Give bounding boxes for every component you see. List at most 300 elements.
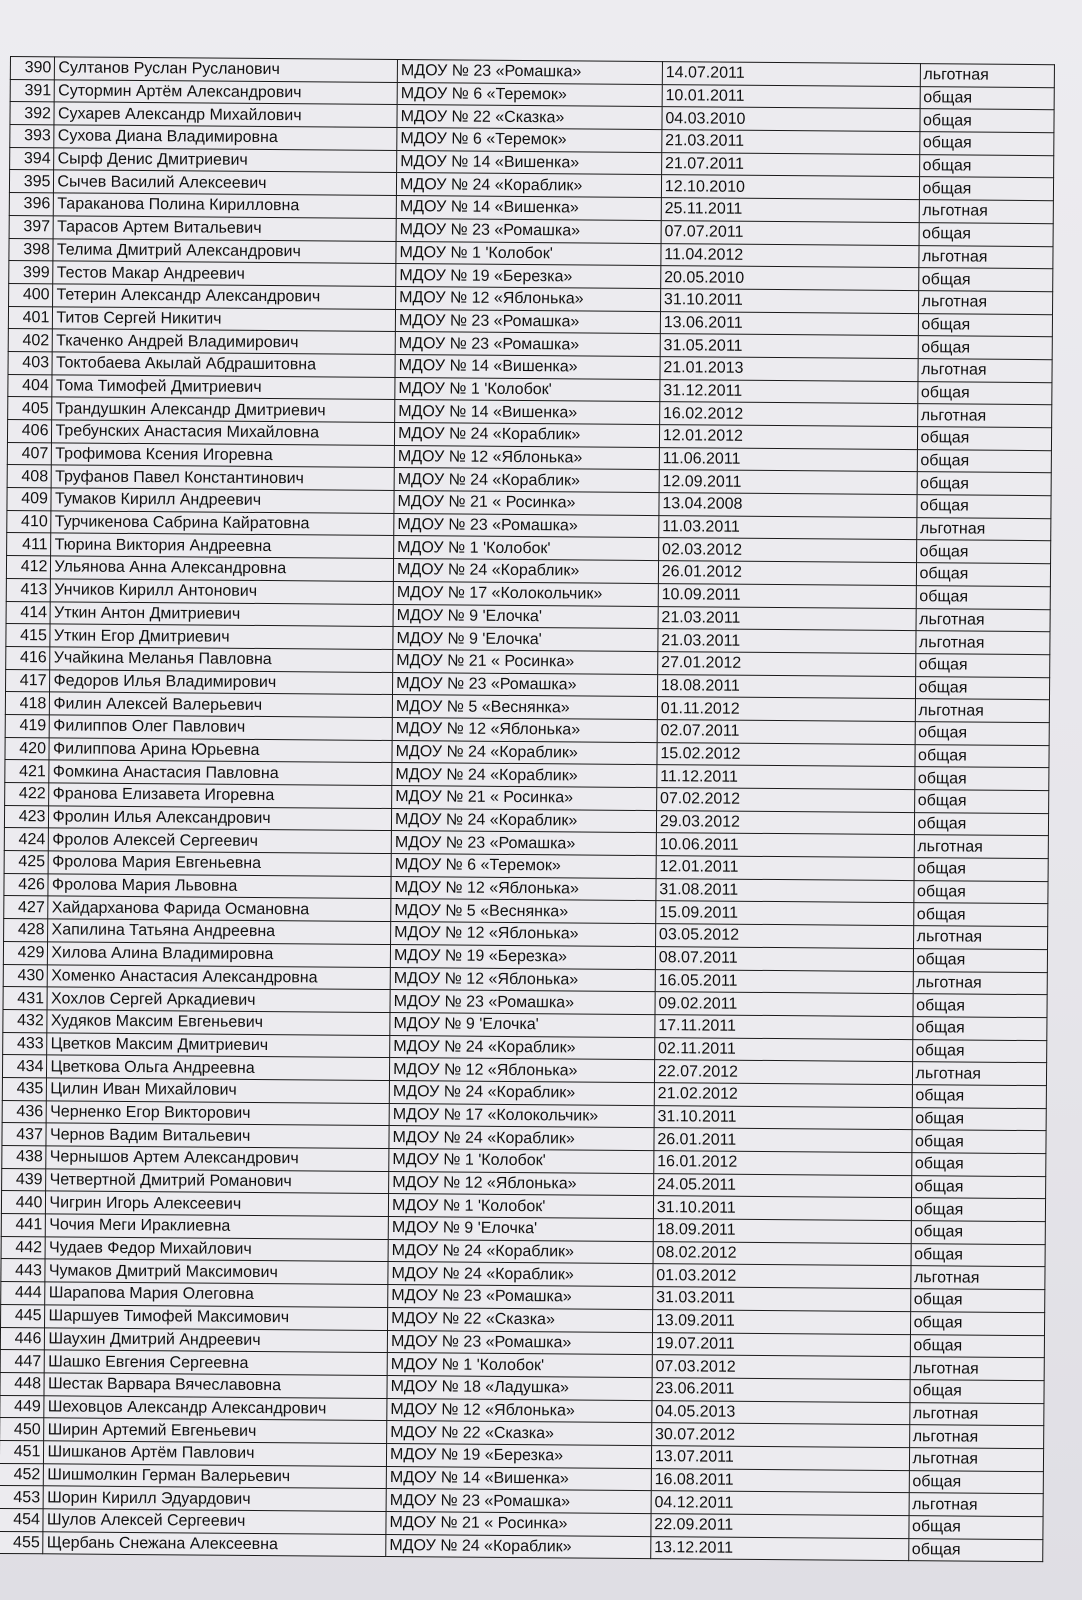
child-name-cell: Шестак Варвара Вячеславовна [44, 1373, 387, 1398]
row-number-cell: 405 [8, 397, 53, 420]
queue-category-cell: общая [910, 1379, 1045, 1403]
kindergarten-name-cell: МДОУ № 1 'Колобок' [389, 1149, 654, 1174]
row-number-cell: 418 [5, 692, 50, 715]
row-number-cell: 423 [4, 805, 49, 828]
row-number-cell: 392 [10, 102, 55, 125]
queue-category-cell: общая [911, 1130, 1046, 1154]
row-number-cell: 410 [7, 510, 52, 533]
child-name-cell: Телима Дмитрий Александрович [53, 238, 396, 263]
row-number-cell: 433 [3, 1032, 48, 1055]
child-name-cell: Уткин Антон Дмитриевич [50, 601, 393, 626]
row-number-cell: 400 [9, 283, 54, 306]
row-number-cell: 398 [9, 238, 54, 261]
child-name-cell: Тетерин Александр Александрович [53, 284, 396, 309]
row-number-cell: 449 [0, 1395, 44, 1418]
birth-date-cell: 27.01.2012 [658, 651, 916, 676]
child-name-cell: Фомкина Анастасия Павловна [49, 760, 392, 785]
kindergarten-name-cell: МДОУ № 21 « Росинка» [386, 1511, 651, 1536]
child-name-cell: Филиппова Арина Юрьевна [49, 737, 392, 762]
birth-date-cell: 30.07.2012 [651, 1423, 909, 1448]
row-number-cell: 395 [9, 170, 54, 193]
row-number-cell: 445 [1, 1304, 46, 1327]
queue-category-cell: льготная [918, 245, 1053, 269]
birth-date-cell: 08.02.2012 [653, 1241, 911, 1266]
birth-date-cell: 16.08.2011 [651, 1468, 909, 1493]
child-name-cell: Франова Елизавета Игоревна [49, 783, 392, 808]
row-number-cell: 408 [7, 465, 52, 488]
row-number-cell: 452 [0, 1463, 44, 1486]
child-name-cell: Сухарев Александр Михайлович [54, 102, 397, 127]
child-name-cell: Трандушкин Александр Дмитриевич [52, 397, 395, 422]
child-name-cell: Ульянова Анна Александровна [51, 556, 394, 581]
birth-date-cell: 21.01.2013 [660, 357, 918, 382]
queue-category-cell: общая [920, 86, 1055, 110]
queue-category-cell: общая [917, 381, 1052, 405]
birth-date-cell: 31.03.2011 [653, 1287, 911, 1312]
child-name-cell: Шаршуев Тимофей Максимович [45, 1305, 388, 1330]
birth-date-cell: 03.05.2012 [655, 924, 913, 949]
kindergarten-name-cell: МДОУ № 12 «Яблонька» [387, 1398, 652, 1423]
birth-date-cell: 21.02.2012 [654, 1083, 912, 1108]
queue-category-cell: общая [910, 1334, 1045, 1358]
row-number-cell: 455 [0, 1531, 43, 1554]
row-number-cell: 401 [8, 306, 53, 329]
queue-category-cell: общая [917, 449, 1052, 473]
kindergarten-name-cell: МДОУ № 23 «Ромашка» [386, 1489, 651, 1514]
kindergarten-name-cell: МДОУ № 22 «Сказка» [388, 1307, 653, 1332]
birth-date-cell: 07.07.2011 [661, 220, 919, 245]
kindergarten-name-cell: МДОУ № 22 «Сказка» [387, 1421, 652, 1446]
row-number-cell: 419 [5, 714, 50, 737]
child-name-cell: Худяков Максим Евгеньевич [47, 1010, 390, 1035]
child-name-cell: Ширин Артемий Евгеньевич [44, 1418, 387, 1443]
queue-category-cell: общая [919, 109, 1054, 133]
child-name-cell: Шишмолкин Герман Валерьевич [44, 1463, 387, 1488]
queue-category-cell: льготная [909, 1448, 1044, 1472]
queue-category-cell: льготная [917, 404, 1052, 428]
birth-date-cell: 10.09.2011 [658, 583, 916, 608]
row-number-cell: 442 [1, 1236, 46, 1259]
birth-date-cell: 12.10.2010 [661, 175, 919, 200]
row-number-cell: 406 [7, 419, 52, 442]
kindergarten-name-cell: МДОУ № 24 «Кораблик» [390, 1035, 655, 1060]
birth-date-cell: 13.09.2011 [652, 1309, 910, 1334]
queue-category-cell: общая [919, 132, 1054, 156]
document-sheet [0, 56, 1055, 1563]
queue-category-cell: льготная [915, 631, 1050, 655]
birth-date-cell: 04.03.2010 [662, 107, 920, 132]
kindergarten-name-cell: МДОУ № 23 «Ромашка» [387, 1330, 652, 1355]
child-name-cell: Шаухин Дмитрий Андреевич [45, 1327, 388, 1352]
queue-category-cell: общая [911, 1221, 1046, 1245]
row-number-cell: 414 [6, 601, 51, 624]
child-name-cell: Шулов Алексей Сергеевич [43, 1509, 386, 1534]
child-name-cell: Хилова Алина Владимировна [48, 942, 391, 967]
birth-date-cell: 25.11.2011 [661, 198, 919, 223]
birth-date-cell: 21.03.2011 [662, 130, 920, 155]
kindergarten-name-cell: МДОУ № 6 «Теремок» [391, 854, 656, 879]
birth-date-cell: 31.10.2011 [654, 1105, 912, 1130]
queue-category-cell: общая [916, 585, 1051, 609]
kindergarten-name-cell: МДОУ № 23 «Ромашка» [397, 60, 662, 85]
child-name-cell: Хайдарханова Фарида Османовна [48, 896, 391, 921]
kindergarten-name-cell: МДОУ № 1 'Колобок' [394, 536, 659, 561]
row-number-cell: 391 [10, 79, 55, 102]
birth-date-cell: 20.05.2010 [661, 266, 919, 291]
kindergarten-name-cell: МДОУ № 24 «Кораблик» [394, 468, 659, 493]
child-name-cell: Унчиков Кирилл Антонович [51, 579, 394, 604]
queue-category-cell: льготная [916, 608, 1051, 632]
child-name-cell: Ткаченко Андрей Владимирович [53, 329, 396, 354]
birth-date-cell: 07.03.2012 [652, 1355, 910, 1380]
row-number-cell: 404 [8, 374, 53, 397]
row-number-cell: 427 [4, 896, 49, 919]
kindergarten-name-cell: МДОУ № 12 «Яблонька» [394, 445, 659, 470]
row-number-cell: 432 [3, 1009, 48, 1032]
row-number-cell: 429 [3, 941, 48, 964]
queue-category-cell: общая [914, 812, 1049, 836]
child-name-cell: Хохлов Сергей Аркадиевич [47, 987, 390, 1012]
queue-category-cell: льготная [910, 1266, 1045, 1290]
birth-date-cell: 08.07.2011 [655, 946, 913, 971]
queue-category-cell: общая [918, 336, 1053, 360]
child-name-cell: Сычев Василий Алексеевич [54, 170, 397, 195]
child-name-cell: Чернов Вадим Витальевич [46, 1123, 389, 1148]
kindergarten-name-cell: МДОУ № 24 «Кораблик» [388, 1262, 653, 1287]
kindergarten-name-cell: МДОУ № 22 «Сказка» [397, 105, 662, 130]
child-name-cell: Чудаев Федор Михайлович [46, 1237, 389, 1262]
birth-date-cell: 12.01.2012 [659, 425, 917, 450]
queue-category-cell: общая [913, 880, 1048, 904]
kindergarten-name-cell: МДОУ № 18 «Ладушка» [387, 1375, 652, 1400]
child-name-cell: Уткин Егор Дмитриевич [50, 624, 393, 649]
kindergarten-name-cell: МДОУ № 9 'Елочка' [393, 604, 658, 629]
birth-date-cell: 21.03.2011 [658, 606, 916, 631]
row-number-cell: 446 [0, 1327, 45, 1350]
row-number-cell: 424 [4, 828, 49, 851]
queue-category-cell: общая [915, 654, 1050, 678]
birth-date-cell: 22.09.2011 [651, 1514, 909, 1539]
kindergarten-name-cell: МДОУ № 21 « Росинка» [394, 491, 659, 516]
row-number-cell: 431 [3, 987, 48, 1010]
child-name-cell: Тюрина Виктория Андреевна [51, 533, 394, 558]
row-number-cell: 428 [4, 919, 49, 942]
kindergarten-name-cell: МДОУ № 12 «Яблонька» [389, 1171, 654, 1196]
queue-category-cell: общая [909, 1470, 1044, 1494]
kindergarten-name-cell: МДОУ № 24 «Кораблик» [392, 763, 657, 788]
row-number-cell: 393 [10, 125, 55, 148]
child-name-cell: Цветков Максим Дмитриевич [47, 1032, 390, 1057]
queue-category-cell: общая [919, 222, 1054, 246]
queue-category-cell: общая [908, 1538, 1043, 1562]
child-name-cell: Фролова Мария Львовна [48, 874, 391, 899]
row-number-cell: 441 [1, 1214, 46, 1237]
kindergarten-name-cell: МДОУ № 19 «Березка» [396, 264, 661, 289]
kindergarten-name-cell: МДОУ № 24 «Кораблик» [392, 740, 657, 765]
row-number-cell: 394 [10, 147, 55, 170]
enrollment-table [0, 56, 1055, 1563]
kindergarten-name-cell: МДОУ № 19 «Березка» [390, 944, 655, 969]
kindergarten-name-cell: МДОУ № 24 «Кораблик» [396, 173, 661, 198]
row-number-cell: 426 [4, 873, 49, 896]
queue-category-cell: льготная [914, 835, 1049, 859]
kindergarten-name-cell: МДОУ № 12 «Яблонька» [390, 1058, 655, 1083]
queue-category-cell: общая [911, 1153, 1046, 1177]
kindergarten-name-cell: МДОУ № 17 «Колокольчик» [389, 1103, 654, 1128]
queue-category-cell: общая [919, 154, 1054, 178]
child-name-cell: Тарасов Артем Витальевич [54, 216, 397, 241]
row-number-cell: 436 [2, 1100, 47, 1123]
child-name-cell: Тома Тимофей Дмитриевич [52, 374, 395, 399]
kindergarten-name-cell: МДОУ № 14 «Вишенка» [396, 196, 661, 221]
kindergarten-name-cell: МДОУ № 24 «Кораблик» [391, 808, 656, 833]
birth-date-cell: 31.12.2011 [660, 379, 918, 404]
queue-category-cell: льготная [909, 1493, 1044, 1517]
birth-date-cell: 19.07.2011 [652, 1332, 910, 1357]
row-number-cell: 437 [2, 1123, 47, 1146]
birth-date-cell: 14.07.2011 [662, 62, 920, 87]
child-name-cell: Шеховцов Александр Александрович [44, 1395, 387, 1420]
birth-date-cell: 31.10.2011 [653, 1196, 911, 1221]
child-name-cell: Щербань Снежана Алексеевна [43, 1531, 386, 1556]
kindergarten-name-cell: МДОУ № 21 « Росинка» [392, 786, 657, 811]
child-name-cell: Хоменко Анастасия Александровна [48, 964, 391, 989]
row-number-cell: 444 [1, 1282, 46, 1305]
queue-category-cell: общая [912, 1039, 1047, 1063]
birth-date-cell: 13.06.2011 [660, 311, 918, 336]
child-name-cell: Хапилина Татьяна Андреевна [48, 919, 391, 944]
row-number-cell: 447 [0, 1350, 45, 1373]
birth-date-cell: 24.05.2011 [653, 1173, 911, 1198]
birth-date-cell: 10.01.2011 [662, 84, 920, 109]
queue-category-cell: льготная [913, 926, 1048, 950]
queue-category-cell: общая [918, 268, 1053, 292]
child-name-cell: Сырф Денис Дмитриевич [54, 148, 397, 173]
birth-date-cell: 13.12.2011 [651, 1536, 909, 1561]
child-name-cell: Фролова Мария Евгеньевна [49, 851, 392, 876]
kindergarten-name-cell: МДОУ № 24 «Кораблик» [389, 1080, 654, 1105]
child-name-cell: Чигрин Игорь Алексеевич [46, 1191, 389, 1216]
kindergarten-name-cell: МДОУ № 14 «Вишенка» [397, 150, 662, 175]
kindergarten-name-cell: МДОУ № 23 «Ромашка» [394, 513, 659, 538]
child-name-cell: Четвертной Дмитрий Романович [46, 1169, 389, 1194]
row-number-cell: 443 [1, 1259, 46, 1282]
row-number-cell: 439 [2, 1168, 47, 1191]
row-number-cell: 399 [9, 261, 54, 284]
birth-date-cell: 21.03.2011 [658, 629, 916, 654]
birth-date-cell: 09.02.2011 [655, 992, 913, 1017]
queue-category-cell: льготная [919, 200, 1054, 224]
birth-date-cell: 26.01.2012 [658, 561, 916, 586]
kindergarten-name-cell: МДОУ № 24 «Кораблик» [388, 1239, 653, 1264]
row-number-cell: 403 [8, 351, 53, 374]
queue-category-cell: общая [914, 744, 1049, 768]
child-name-cell: Чернышов Артем Александрович [46, 1146, 389, 1171]
kindergarten-name-cell: МДОУ № 12 «Яблонька» [392, 717, 657, 742]
queue-category-cell: общая [910, 1311, 1045, 1335]
birth-date-cell: 29.03.2012 [656, 810, 914, 835]
kindergarten-name-cell: МДОУ № 23 «Ромашка» [395, 332, 660, 357]
kindergarten-name-cell: МДОУ № 23 «Ромашка» [396, 218, 661, 243]
child-name-cell: Филиппов Олег Павлович [50, 715, 393, 740]
row-number-cell: 415 [6, 624, 51, 647]
kindergarten-name-cell: МДОУ № 17 «Колокольчик» [393, 581, 658, 606]
queue-category-cell: общая [919, 177, 1054, 201]
queue-category-cell: общая [910, 1289, 1045, 1313]
kindergarten-name-cell: МДОУ № 23 «Ромашка» [395, 309, 660, 334]
row-number-cell: 434 [2, 1055, 47, 1078]
kindergarten-name-cell: МДОУ № 23 «Ромашка» [390, 990, 655, 1015]
queue-category-cell: общая [915, 676, 1050, 700]
queue-category-cell: общая [911, 1243, 1046, 1267]
kindergarten-name-cell: МДОУ № 1 'Колобок' [388, 1194, 653, 1219]
birth-date-cell: 12.09.2011 [659, 470, 917, 495]
child-name-cell: Султанов Руслан Русланович [55, 57, 398, 82]
queue-category-cell: общая [916, 540, 1051, 564]
birth-date-cell: 15.02.2012 [657, 742, 915, 767]
kindergarten-name-cell: МДОУ № 24 «Кораблик» [386, 1534, 651, 1559]
queue-category-cell: льготная [913, 971, 1048, 995]
birth-date-cell: 15.09.2011 [656, 901, 914, 926]
birth-date-cell: 11.04.2012 [661, 243, 919, 268]
row-number-cell: 422 [5, 782, 50, 805]
row-number-cell: 416 [6, 646, 51, 669]
queue-category-cell: общая [914, 858, 1049, 882]
table-body [0, 57, 1054, 1563]
kindergarten-name-cell: МДОУ № 1 'Колобок' [387, 1353, 652, 1378]
row-number-cell: 430 [3, 964, 48, 987]
kindergarten-name-cell: МДОУ № 23 «Ромашка» [388, 1285, 653, 1310]
queue-category-cell: общая [914, 790, 1049, 814]
child-name-cell: Шишканов Артём Павлович [44, 1441, 387, 1466]
birth-date-cell: 02.03.2012 [658, 538, 916, 563]
kindergarten-name-cell: МДОУ № 24 «Кораблик» [393, 559, 658, 584]
kindergarten-name-cell: МДОУ № 23 «Ромашка» [391, 831, 656, 856]
child-name-cell: Сухова Диана Владимировна [54, 125, 397, 150]
birth-date-cell: 04.12.2011 [651, 1491, 909, 1516]
kindergarten-name-cell: МДОУ № 19 «Березка» [386, 1443, 651, 1468]
row-number-cell: 448 [0, 1372, 45, 1395]
queue-category-cell: общая [915, 722, 1050, 746]
kindergarten-name-cell: МДОУ № 12 «Яблонька» [396, 286, 661, 311]
queue-category-cell: общая [911, 1175, 1046, 1199]
queue-category-cell: общая [917, 427, 1052, 451]
queue-category-cell: льготная [910, 1357, 1045, 1381]
queue-category-cell: общая [908, 1516, 1043, 1540]
child-name-cell: Требунских Анастасия Михайловна [52, 420, 395, 445]
child-name-cell: Филин Алексей Валерьевич [50, 692, 393, 717]
queue-category-cell: общая [911, 1198, 1046, 1222]
kindergarten-name-cell: МДОУ № 14 «Вишенка» [395, 354, 660, 379]
queue-category-cell: льготная [920, 64, 1055, 88]
child-name-cell: Токтобаева Акылай Абдрашитовна [52, 352, 395, 377]
kindergarten-name-cell: МДОУ № 5 «Веснянка» [392, 695, 657, 720]
child-name-cell: Сутормин Артём Александрович [55, 80, 398, 105]
queue-category-cell: льготная [912, 1062, 1047, 1086]
queue-category-cell: общая [913, 948, 1048, 972]
queue-category-cell: общая [913, 994, 1048, 1018]
queue-category-cell: общая [912, 1085, 1047, 1109]
row-number-cell: 417 [6, 669, 51, 692]
birth-date-cell: 16.05.2011 [655, 969, 913, 994]
birth-date-cell: 16.02.2012 [659, 402, 917, 427]
row-number-cell: 438 [2, 1145, 47, 1168]
kindergarten-name-cell: МДОУ № 12 «Яблонька» [390, 967, 655, 992]
queue-category-cell: общая [912, 1107, 1047, 1131]
child-name-cell: Черненко Егор Викторович [47, 1100, 390, 1125]
child-name-cell: Чочия Меги Ираклиевна [46, 1214, 389, 1239]
child-name-cell: Тумаков Кирилл Андреевич [51, 488, 394, 513]
child-name-cell: Турчикенова Сабрина Кайратовна [51, 511, 394, 536]
queue-category-cell: общая [914, 767, 1049, 791]
birth-date-cell: 16.01.2012 [654, 1151, 912, 1176]
birth-date-cell: 01.03.2012 [653, 1264, 911, 1289]
row-number-cell: 425 [4, 851, 49, 874]
queue-category-cell: льготная [909, 1425, 1044, 1449]
row-number-cell: 450 [0, 1418, 44, 1441]
child-name-cell: Цилин Иван Михайлович [47, 1078, 390, 1103]
kindergarten-name-cell: МДОУ № 9 'Елочка' [388, 1217, 653, 1242]
queue-category-cell: льготная [915, 699, 1050, 723]
row-number-cell: 412 [6, 556, 51, 579]
queue-category-cell: общая [916, 495, 1051, 519]
child-name-cell: Трофимова Ксения Игоревна [52, 443, 395, 468]
birth-date-cell: 02.11.2011 [654, 1037, 912, 1062]
queue-category-cell: общая [912, 1016, 1047, 1040]
row-number-cell: 411 [7, 533, 52, 556]
birth-date-cell: 11.03.2011 [659, 515, 917, 540]
queue-category-cell: общая [916, 563, 1051, 587]
row-number-cell: 440 [1, 1191, 46, 1214]
child-name-cell: Шорин Кирилл Эдуардович [44, 1486, 387, 1511]
birth-date-cell: 07.02.2012 [656, 788, 914, 813]
birth-date-cell: 02.07.2011 [657, 720, 915, 745]
child-name-cell: Титов Сергей Никитич [53, 306, 396, 331]
birth-date-cell: 13.04.2008 [659, 493, 917, 518]
child-name-cell: Труфанов Павел Константинович [52, 465, 395, 490]
birth-date-cell: 12.01.2011 [656, 856, 914, 881]
kindergarten-name-cell: МДОУ № 6 «Теремок» [397, 128, 662, 153]
row-number-cell: 451 [0, 1440, 44, 1463]
child-name-cell: Чумаков Дмитрий Максимович [45, 1259, 388, 1284]
birth-date-cell: 31.08.2011 [656, 878, 914, 903]
queue-category-cell: льготная [918, 291, 1053, 315]
kindergarten-name-cell: МДОУ № 24 «Кораблик» [395, 423, 660, 448]
birth-date-cell: 31.10.2011 [660, 288, 918, 313]
child-name-cell: Цветкова Ольга Андреевна [47, 1055, 390, 1080]
birth-date-cell: 21.07.2011 [661, 152, 919, 177]
child-name-cell: Фролин Илья Александрович [49, 806, 392, 831]
kindergarten-name-cell: МДОУ № 14 «Вишенка» [395, 400, 660, 425]
birth-date-cell: 13.07.2011 [651, 1446, 909, 1471]
row-number-cell: 413 [6, 578, 51, 601]
row-number-cell: 396 [9, 193, 54, 216]
birth-date-cell: 22.07.2012 [654, 1060, 912, 1085]
row-number-cell: 435 [2, 1077, 47, 1100]
queue-category-cell: общая [913, 903, 1048, 927]
row-number-cell: 453 [0, 1486, 44, 1509]
child-name-cell: Тестов Макар Андреевич [53, 261, 396, 286]
queue-category-cell: льготная [909, 1402, 1044, 1426]
child-name-cell: Фролов Алексей Сергеевич [49, 828, 392, 853]
kindergarten-name-cell: МДОУ № 21 « Росинка» [393, 649, 658, 674]
kindergarten-name-cell: МДОУ № 12 «Яблонька» [391, 876, 656, 901]
kindergarten-name-cell: МДОУ № 6 «Теремок» [397, 82, 662, 107]
kindergarten-name-cell: МДОУ № 23 «Ромашка» [393, 672, 658, 697]
child-name-cell: Шашко Евгения Сергеевна [45, 1350, 388, 1375]
child-name-cell: Тараканова Полина Кирилловна [54, 193, 397, 218]
birth-date-cell: 18.08.2011 [657, 674, 915, 699]
